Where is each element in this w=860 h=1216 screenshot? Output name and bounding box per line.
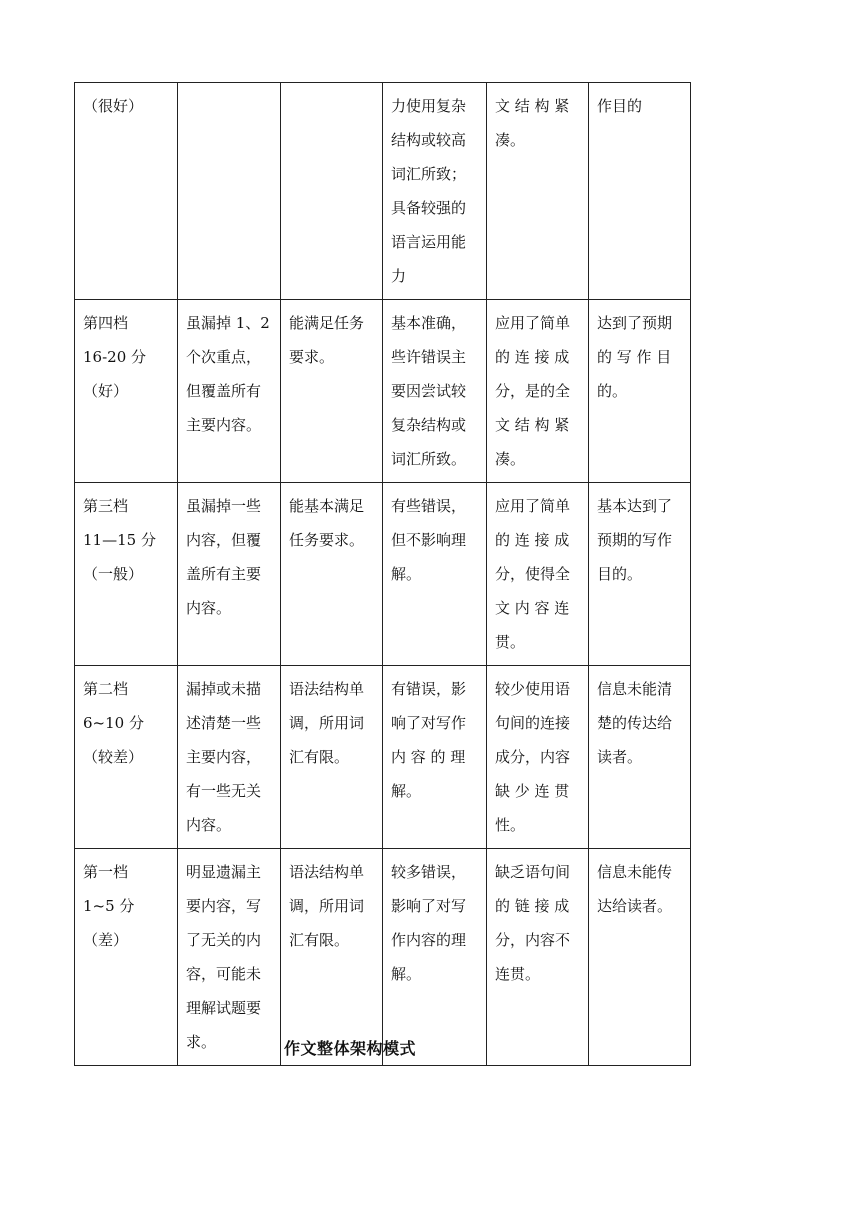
cell-text-line: （一般） <box>83 565 144 583</box>
cell-text-line: 语法结构单 <box>289 863 365 881</box>
cell-text-line: 句间的连接 <box>495 714 571 732</box>
cell-text-line: 文 结 构 紧 <box>495 416 570 434</box>
cell-text-line: 具备较强的 <box>391 199 467 217</box>
cell-text-line: 能基本满足 <box>289 497 365 515</box>
table-row <box>75 666 691 849</box>
cell-text-line: 文 结 构 紧 <box>495 97 570 115</box>
cell-text-line: 文 内 容 连 <box>495 599 570 617</box>
cell-text-line: 分，是的全 <box>495 382 571 400</box>
cell-text-line: 贯。 <box>495 633 526 651</box>
scoring-rubric-table <box>74 82 691 1066</box>
table-cell-effect <box>589 483 691 666</box>
table-row <box>75 300 691 483</box>
cell-text-line: 6~10 分 <box>83 714 144 732</box>
cell-text-line: 汇有限。 <box>289 931 350 949</box>
table-cell-accuracy <box>383 300 487 483</box>
cell-text-line: 的 链 接 成 <box>495 897 570 915</box>
cell-text-line: 要内容，写 <box>186 897 262 915</box>
cell-text-line: 结构或较高 <box>391 131 467 149</box>
table-cell-cohesion <box>487 849 589 1066</box>
cell-text-line: 但不影响理 <box>391 531 467 549</box>
cell-text-line: 的 写 作 目 <box>597 348 672 366</box>
cell-text-line: 分，内容不 <box>495 931 571 949</box>
table-cell-effect <box>589 83 691 300</box>
cell-text-line: 的。 <box>597 382 628 400</box>
cell-text-line: 分，使得全 <box>495 565 571 583</box>
table-cell-effect <box>589 666 691 849</box>
cell-text-line: 任务要求。 <box>289 531 365 549</box>
cell-text-line: 达给读者。 <box>597 897 673 915</box>
table-cell-grade <box>75 666 178 849</box>
table-cell-content <box>178 483 281 666</box>
cell-text-line: 要求。 <box>289 348 335 366</box>
cell-text-line: 解。 <box>391 782 422 800</box>
table-cell-cohesion <box>487 83 589 300</box>
table-cell-accuracy <box>383 483 487 666</box>
table-cell-task <box>281 300 383 483</box>
cell-text-line: 有一些无关 <box>186 782 262 800</box>
cell-text-line: 达到了预期 <box>597 314 673 332</box>
cell-text-line: 作内容的理 <box>391 931 467 949</box>
cell-text-line: 语言运用能 <box>391 233 467 251</box>
cell-text-line: 缺 少 连 贯 <box>495 782 570 800</box>
table-cell-task <box>281 83 383 300</box>
cell-text-line: 有错误，影 <box>391 680 467 698</box>
cell-text-line: 明显遗漏主 <box>186 863 262 881</box>
table-cell-grade <box>75 849 178 1066</box>
table-cell-grade <box>75 83 178 300</box>
section-heading: 作文整体架构模式 <box>283 1039 416 1058</box>
cell-text-line: 的 连 接 成 <box>495 348 570 366</box>
cell-text-line: 述清楚一些 <box>186 714 262 732</box>
table-cell-cohesion <box>487 483 589 666</box>
table-cell-effect <box>589 849 691 1066</box>
cell-text-line: 基本达到了 <box>597 497 673 515</box>
cell-text-line: 解。 <box>391 565 422 583</box>
table-row <box>75 483 691 666</box>
cell-text-line: 凑。 <box>495 450 526 468</box>
cell-text-line: 内容，但覆 <box>186 531 262 549</box>
cell-text-line: 影响了对写 <box>391 897 467 915</box>
table-cell-cohesion <box>487 300 589 483</box>
cell-text-line: 主要内容。 <box>186 416 262 434</box>
cell-text-line: 虽漏掉 1、2 <box>186 314 270 332</box>
cell-text-line: 汇有限。 <box>289 748 350 766</box>
cell-text-line: 成分，内容 <box>495 748 571 766</box>
cell-text-line: 信息未能清 <box>597 680 673 698</box>
table-cell-grade <box>75 300 178 483</box>
cell-text-line: 应用了简单 <box>495 497 571 515</box>
table-cell-task <box>281 483 383 666</box>
table-cell-content <box>178 849 281 1066</box>
table-cell-accuracy <box>383 83 487 300</box>
cell-text-line: 要因尝试较 <box>391 382 467 400</box>
cell-text-line: 调，所用词 <box>289 897 365 915</box>
cell-text-line: 语法结构单 <box>289 680 365 698</box>
cell-text-line: 词汇所致； <box>391 165 467 183</box>
cell-text-line: 目的。 <box>597 565 643 583</box>
table-row <box>75 849 691 1066</box>
cell-text-line: 主要内容， <box>186 748 262 766</box>
cell-text-line: 读者。 <box>597 748 643 766</box>
table-cell-content <box>178 300 281 483</box>
cell-text-line: 1~5 分 <box>83 897 135 915</box>
table-cell-grade <box>75 483 178 666</box>
cell-text-line: 求。 <box>186 1033 217 1051</box>
cell-text-line: 的 连 接 成 <box>495 531 570 549</box>
cell-text-line: 些许错误主 <box>391 348 467 366</box>
cell-text-line: 性。 <box>495 816 526 834</box>
cell-text-line: 第三档 <box>83 497 129 515</box>
table-row <box>75 83 691 300</box>
cell-text-line: 预期的写作 <box>597 531 673 549</box>
cell-text-line: 11—15 分 <box>83 531 156 549</box>
cell-text-line: （较差） <box>83 748 144 766</box>
cell-text-line: 第一档 <box>83 863 129 881</box>
table-cell-accuracy <box>383 666 487 849</box>
cell-text-line: 内容。 <box>186 816 232 834</box>
cell-text-line: 第四档 <box>83 314 129 332</box>
cell-text-line: 凑。 <box>495 131 526 149</box>
cell-text-line: 力 <box>391 267 407 285</box>
cell-text-line: 第二档 <box>83 680 129 698</box>
cell-text-line: （差） <box>83 931 129 949</box>
cell-text-line: （很好） <box>83 97 144 115</box>
cell-text-line: 内 容 的 理 <box>391 748 466 766</box>
cell-text-line: 词汇所致。 <box>391 450 467 468</box>
cell-text-line: 漏掉或未描 <box>186 680 262 698</box>
cell-text-line: 复杂结构或 <box>391 416 467 434</box>
table-cell-task <box>281 849 383 1066</box>
cell-text-line: 缺乏语句间 <box>495 863 571 881</box>
cell-text-line: 了无关的内 <box>186 931 262 949</box>
table-cell-effect <box>589 300 691 483</box>
cell-text-line: 虽漏掉一些 <box>186 497 262 515</box>
table-cell-content <box>178 666 281 849</box>
cell-text-line: 理解试题要 <box>186 999 262 1017</box>
cell-text-line: 作目的 <box>597 97 643 115</box>
cell-text-line: 有些错误， <box>391 497 467 515</box>
cell-text-line: 解。 <box>391 965 422 983</box>
cell-text-line: 连贯。 <box>495 965 541 983</box>
cell-text-line: （好） <box>83 382 129 400</box>
cell-text-line: 应用了简单 <box>495 314 571 332</box>
cell-text-line: 较多错误， <box>391 863 467 881</box>
table-cell-accuracy <box>383 849 487 1066</box>
cell-text-line: 个次重点， <box>186 348 262 366</box>
rubric-table-body <box>75 83 691 1066</box>
cell-text-line: 信息未能传 <box>597 863 673 881</box>
cell-text-line: 16-20 分 <box>83 348 147 366</box>
cell-text-line: 基本准确， <box>391 314 467 332</box>
table-cell-content <box>178 83 281 300</box>
cell-text-line: 容，可能未 <box>186 965 262 983</box>
cell-text-line: 能满足任务 <box>289 314 365 332</box>
cell-text-line: 较少使用语 <box>495 680 571 698</box>
cell-text-line: 内容。 <box>186 599 232 617</box>
cell-text-line: 楚的传达给 <box>597 714 673 732</box>
cell-text-line: 响了对写作 <box>391 714 467 732</box>
cell-text-line: 力使用复杂 <box>391 97 467 115</box>
cell-text-line: 调，所用词 <box>289 714 365 732</box>
cell-text-line: 但覆盖所有 <box>186 382 262 400</box>
table-cell-cohesion <box>487 666 589 849</box>
cell-text-line: 盖所有主要 <box>186 565 262 583</box>
table-cell-task <box>281 666 383 849</box>
